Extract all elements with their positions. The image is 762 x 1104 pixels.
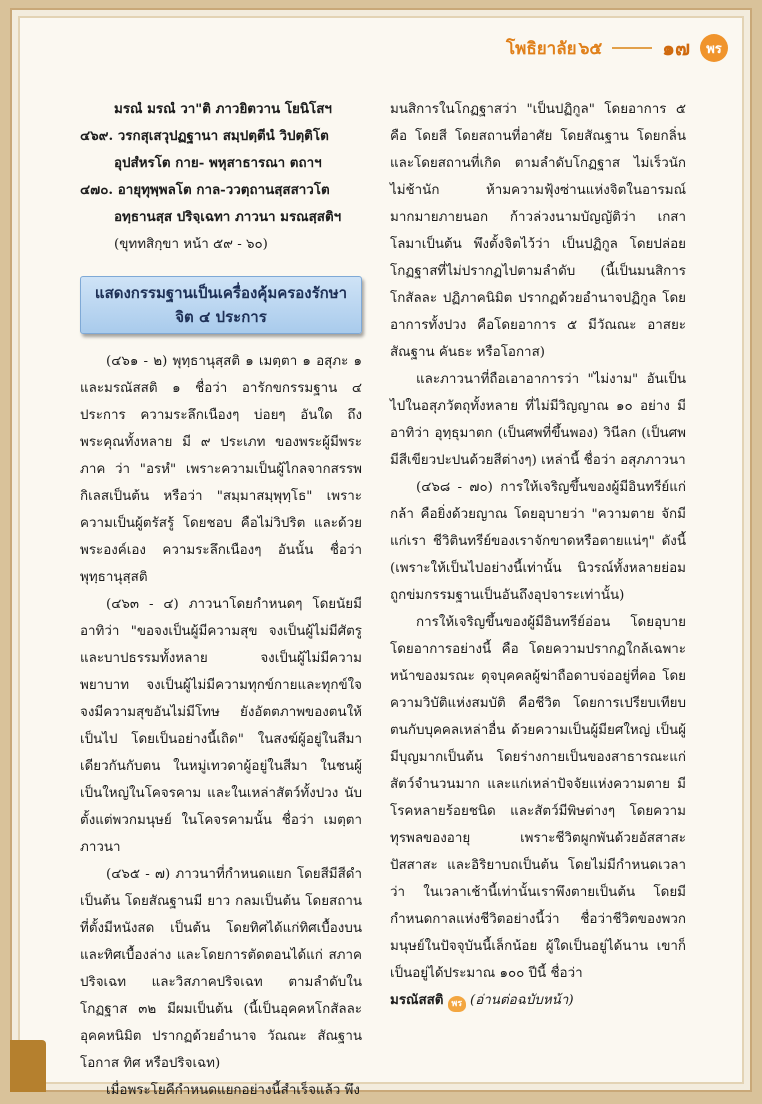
page-number: ๑๗: [662, 36, 690, 60]
header-divider: [612, 47, 652, 49]
section-heading: แสดงกรรมฐานเป็นเครื่องคุ้มครองรักษาจิต ๔ ประการ: [80, 276, 362, 334]
paragraph: มนสิการในโกฏฐาสว่า "เป็นปฏิกูล" โดยอาการ ๕ คือ โดยสี โดยสถานที่อาศัย โดยสัณฐาน โดยกลิ่น และโดยสถานที่เกิด ตามลำดับโกฏฐาส ไม่เร็วนัก ไม่ช้านัก ห้ามความฟุ้งซ่านแห่งจิตในอารมณ์มากมายภายนอก ก้าวล่วงนามบัญญัติว่า เกสา โลมาเป็นต้น พึงตั้งจิตไว้ว่า เป็นปฏิกูล โดยปล่อยโกฏฐาสที่ไม่ปรากฏไปตามลำดับ (นี้เป็นมนสิการโกสัลละ ปฏิภาคนิมิต ปรากฏด้วยอำนาจปฏิกูล โดยอาการทั้งปวง คือโดยอาการ ๕ มีวัณณะ อาสยะ สัณฐาน คันธะ หรือโอกาส): [390, 102, 686, 360]
closing-term: มรณัสสติ: [390, 992, 444, 1008]
paragraph: เมื่อพระโยคีกำหนดแยกอย่างนี้สำเร็จแล้ว พึง: [106, 1083, 360, 1098]
left-column: [80, 96, 362, 1104]
magazine-brand: [506, 35, 602, 62]
verse-line: มรณํ มรณํ วา"ติ ภาวยิตวาน โยนิโสฯ: [114, 101, 332, 117]
closing-line: [390, 987, 686, 1014]
brand-name: โพธิยาลัย: [505, 38, 577, 59]
brand-number: ๖๕: [578, 38, 603, 59]
verse-line: ๔๗๐. อายุทุพฺพลโต กาล-ววตฺถานสฺสสาวโต: [80, 182, 330, 198]
verse-source: (ขุททสิกฺขา หน้า ๕๙ - ๖๐): [114, 237, 268, 252]
paragraph: การให้เจริญขึ้นของผู้มีอินทรีย์อ่อน โดยอุบายโดยอาการอย่างนี้ คือ โดยความปรากฏใกล้เฉพาะหน้าของมรณะ ดุจบุคคลผู้ฆ่าถือดาบจ่ออยู่ที่คอ โดยความวิบัติแห่งสมบัติ คือชีวิต โดยการเปรียบเทียบตนกับบุคคลเหล่าอื่น ด้วยความเป็นผู้มียศใหญ่ เป็นผู้มีบุญมากเป็นต้น โดยร่างกายเป็นของสาธารณะแก่สัตว์จำนวนมาก และแก่เหล่าปัจจัยแห่งความตาย มีโรคหลายร้อยชนิด และสัตว์มีพิษต่างๆ โดยความทุรพลของอายุ เพราะชีวิตผูกพันด้วยอัสสาสะปัสสาสะ และอิริยาบถเป็นต้น โดยไม่มีกำหนดเวลาว่า ในเวลาเช้านี้เท่านั้นเราพึงตายเป็นต้น โดยมีกำหนดกาลแห่งชีวิตอย่างนี้ว่า ชื่อว่าชีวิตของพวกมนุษย์ในปัจจุบันนี้เล็กน้อย ผู้ใดเป็นอยู่ได้นาน เขาก็เป็นอยู่ได้ประมาณ ๑๐๐ ปีนี้ ชื่อว่า: [390, 615, 686, 981]
verse-line: อุปสํหรโต กาย- พหุสาธารณา ตถาฯ: [114, 155, 322, 171]
paragraph: (๔๖๕ - ๗) ภาวนาที่กำหนดแยก โดยสีมีสีดำเป็นต้น โดยสัณฐานมี ยาว กลมเป็นต้น โดยสถานที่ตั้งมีหนังสด เป็นต้น โดยทิศได้แก่ทิศเบื้องบน และทิศเบื้องล่าง และโดยการตัดตอนได้แก่ สภาคปริจเฉท และวิสภาคปริจเฉท ตามลำดับในโกฏฐาส ๓๒ มีผมเป็นต้น (นี้เป็นอุคคหโกสัลละ อุคคหนิมิต ปรากฏด้วยอำนาจ วัณณะ สัณฐาน โอกาส ทิศ หรือปริจเฉท): [80, 867, 362, 1071]
page-header: [506, 28, 728, 68]
verse-block: [80, 96, 362, 258]
paragraph: (๔๖๓ - ๔) ภาวนาโดยกำหนดๆ โดยนัยมีอาทิว่า "ขอจงเป็นผู้มีความสุข จงเป็นผู้ไม่มีศัตรูและบาปธรรมทั้งหลาย จงเป็นผู้ไม่มีความพยาบาท จงเป็นผู้ไม่มีความทุกข์กายและทุกข์ใจ จงมีความสุขอันไม่มีโทษ ยังอัตตภาพของตนให้เป็นไป โดยเป็นอย่างนี้เถิด" ในสงฆ์ผู้อยู่ในสีมาเดียวกันกับตน ในหมู่เทวดาผู้อยู่ในสีมา ในชนผู้เป็นใหญ่ในโคจรคาม และในเหล่าสัตว์ทั้งปวง นับตั้งแต่พวกมนุษย์ ในโคจรคามนั้น ชื่อว่า เมตฺตาภาวนา: [80, 597, 362, 855]
magazine-logo-icon: พร: [448, 996, 466, 1012]
paragraph: (๔๖๘ - ๗๐) การให้เจริญขึ้นของผู้มีอินทรีย์แก่กล้า คือยิ่งด้วยญาณ โดยอุบายว่า "ความตาย จักมีแก่เรา ชีวิตินทรีย์ของเราจักขาดหรือตายแน่ๆ" ดังนี้ (เพราะให้เป็นไปอย่างนี้เท่านั้น นิวรณ์ทั้งหลายย่อมถูกข่มกรรมฐานเป็นอันถึงอุปจาระเท่านั้น): [390, 480, 686, 603]
paragraph: และภาวนาที่ถือเอาอาการว่า "ไม่งาม" อันเป็นไปในอสุภวัตถุทั้งหลาย ที่ไม่มีวิญญาณ ๑๐ อย่าง มีอาทิว่า อุทฺธุมาตก (เป็นศพที่ขึ้นพอง) วินีลก (เป็นศพมีสีเขียวปะปนด้วยสีต่างๆ) เหล่านี้ ชื่อว่า อสุภภาวนา: [390, 372, 686, 468]
paragraph: (๔๖๑ - ๒) พุทฺธานุสฺสติ ๑ เมตฺตา ๑ อสุภะ ๑ และมรณัสสติ ๑ ชื่อว่า อารักขกรรมฐาน ๔ ประการ ความระลึกเนืองๆ บ่อยๆ อันใด ถึงพระคุณทั้งหลาย มี ๙ ประเภท ของพระผู้มีพระภาค ว่า "อรหํ" เพราะความเป็นผู้ไกลจากสรรพกิเลสเป็นต้น หรือว่า "สมฺมาสมฺพุทฺโธ" เพราะความเป็นผู้ตรัสรู้ โดยชอบ คือไม่วิปริต และด้วยพระองค์เอง ความระลึกเนืองๆ อันนั้น ชื่อว่า พุทฺธานุสฺสติ: [80, 354, 362, 585]
continue-note: (อ่านต่อฉบับหน้า): [470, 993, 574, 1008]
verse-line: ๔๖๙. วรกสุเสวุปฏฐานา สมฺปตฺตีนํ วิปตฺติโต: [80, 128, 329, 144]
verse-line: อทฺธานสฺส ปริจฺเฉทา ภาวนา มรณสฺสติฯ: [114, 209, 342, 225]
corner-decoration: [10, 1040, 46, 1092]
right-column: [390, 96, 686, 1014]
logo-badge-icon: พร: [700, 34, 728, 62]
